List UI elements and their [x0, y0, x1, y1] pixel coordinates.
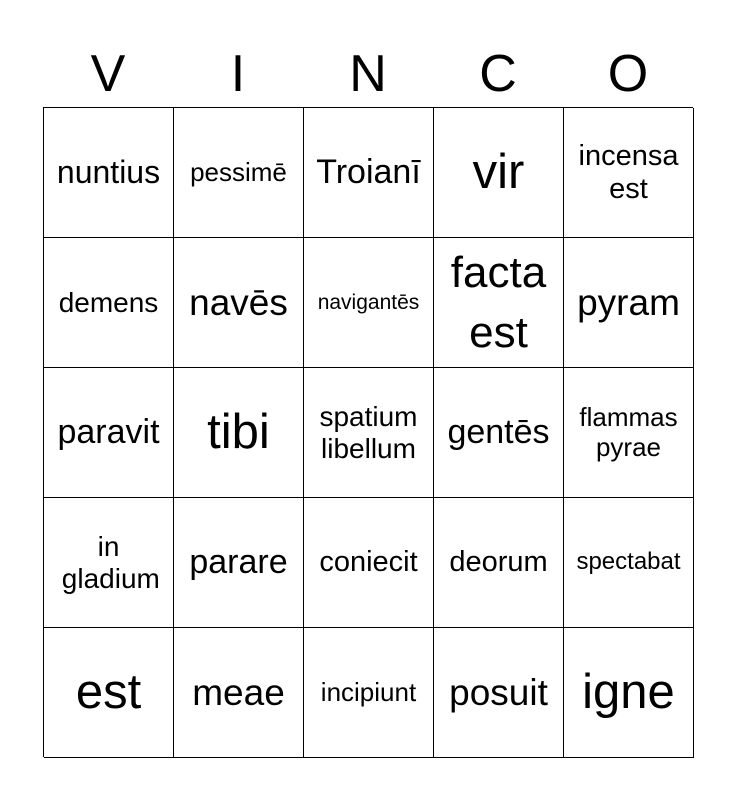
- cell-text: incensa est: [578, 140, 679, 205]
- bingo-cell[interactable]: [564, 498, 694, 628]
- header-letter-i: I: [230, 45, 246, 103]
- bingo-cell[interactable]: [174, 498, 304, 628]
- cell-text: facta est: [450, 248, 547, 357]
- cell-text: parare: [189, 543, 288, 582]
- cell-text: igne: [582, 665, 675, 720]
- bingo-cell[interactable]: [304, 498, 434, 628]
- bingo-cell[interactable]: [44, 238, 174, 368]
- cell-text: demens: [58, 286, 159, 318]
- bingo-cell[interactable]: [304, 108, 434, 238]
- bingo-cell[interactable]: [434, 368, 564, 498]
- cell-text: meae: [192, 671, 285, 713]
- bingo-cell[interactable]: [44, 498, 174, 628]
- bingo-cell[interactable]: [174, 238, 304, 368]
- bingo-cell[interactable]: [174, 108, 304, 238]
- cell-text: coniecit: [319, 546, 418, 579]
- header-letter-n: N: [349, 45, 387, 103]
- cell-text: flammas pyrae: [579, 402, 678, 462]
- cell-text: deorum: [449, 546, 548, 579]
- bingo-cell[interactable]: [434, 628, 564, 758]
- bingo-cell[interactable]: [564, 368, 694, 498]
- header-letter-o: O: [607, 45, 649, 103]
- cell-text: in gladium: [61, 531, 160, 594]
- bingo-cell[interactable]: [44, 368, 174, 498]
- bingo-cell[interactable]: [44, 628, 174, 758]
- cell-text: gentēs: [447, 413, 550, 452]
- bingo-cell[interactable]: [174, 368, 304, 498]
- cell-text: est: [75, 665, 142, 720]
- cell-text: pessimē: [190, 156, 287, 187]
- bingo-cell[interactable]: [304, 628, 434, 758]
- header-letter-c: C: [479, 45, 517, 103]
- cell-text: navēs: [189, 281, 288, 323]
- bingo-cell[interactable]: [434, 108, 564, 238]
- bingo-header: [43, 40, 693, 108]
- cell-text: navigantēs: [317, 290, 420, 314]
- cell-text: pyram: [577, 281, 680, 323]
- cell-text: spectabat: [576, 548, 681, 576]
- bingo-cell[interactable]: [304, 238, 434, 368]
- cell-text: posuit: [449, 671, 548, 713]
- cell-text: vir: [472, 145, 525, 200]
- bingo-cell[interactable]: [44, 108, 174, 238]
- cell-text: tibi: [207, 405, 270, 460]
- bingo-cell[interactable]: [434, 498, 564, 628]
- bingo-cell[interactable]: [564, 108, 694, 238]
- bingo-board: [43, 107, 693, 757]
- bingo-cell[interactable]: [174, 628, 304, 758]
- header-letter-v: V: [90, 45, 126, 103]
- cell-text: paravit: [57, 413, 160, 452]
- cell-text: incipiunt: [320, 676, 417, 707]
- bingo-cell[interactable]: [564, 628, 694, 758]
- bingo-cell[interactable]: [434, 238, 564, 368]
- bingo-cell[interactable]: [564, 238, 694, 368]
- cell-text: nuntius: [56, 153, 161, 190]
- cell-text: Troianī: [316, 153, 421, 192]
- bingo-cell[interactable]: [304, 368, 434, 498]
- cell-text: spatium libellum: [319, 401, 418, 464]
